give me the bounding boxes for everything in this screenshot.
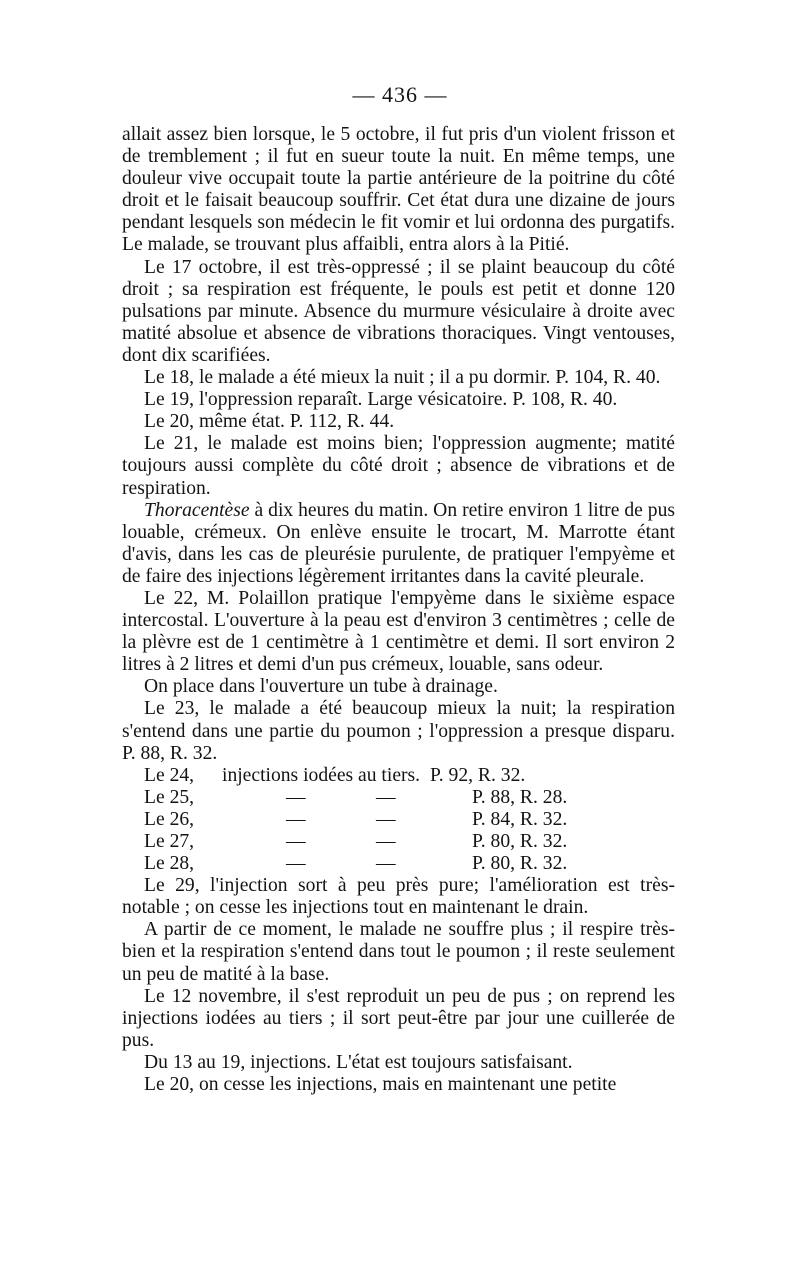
paragraph: allait assez bien lorsque, le 5 octobre, il fut pris d'un violent frisson et de tremblement ; il fut en sueur toute la nuit. En même temps, une douleur vive occupait toute la partie antérieure de la poitrine du côté droit et le faisait beaucoup souffrir. Cet état dura une dizaine de jours pendant lesquels son médecin le fit vomir et lui ordonna des purgatifs. Le malade, se trouvant plus affaibli, entra alors à la Pitié. — [122, 124, 675, 256]
paragraph: Le 19, l'oppression reparaît. Large vésicatoire. P. 108, R. 40. — [144, 389, 618, 411]
ditto-dash: — — [376, 786, 396, 808]
pulse-cell: P. 84, R. 32. — [472, 808, 568, 830]
day-cell: Le 24, — [144, 764, 195, 786]
paragraph: On place dans l'ouverture un tube à drainage. — [144, 676, 498, 698]
day-cell: Le 28, — [144, 853, 195, 875]
paragraph: Le 17 octobre, il est très-oppressé ; il se plaint beaucoup du côté droit ; sa respiration est fréquente, le pouls est petit et donne 120 pulsations par minute. Absence du murmure vésiculaire à droite avec matité absolue et absence de vibrations thoraciques. Vingt ventouses, dont dix scarifiées. — [122, 256, 675, 366]
paragraph: Le 22, M. Polaillon pratique l'empyème dans le sixième espace intercostal. L'ouverture à la peau est d'environ 3 centimètres ; celle de la plèvre est de 1 centimètre à 1 centimètre et demi. Il sort environ 2 litres à 2 litres et demi d'un pus crémeux, louable, sans odeur. — [122, 587, 675, 676]
injection-table — [122, 765, 675, 875]
paragraph: Du 13 au 19, injections. L'état est toujours satisfaisant. — [144, 1051, 573, 1073]
paragraph: Le 23, le malade a été beaucoup mieux la nuit; la respiration s'entend dans une partie du poumon ; l'oppression a presque disparu. P. 88, R. 32. — [122, 698, 675, 764]
pulse-cell: P. 80, R. 32. — [472, 831, 568, 852]
table-row — [122, 831, 675, 853]
ditto-dash: — — [376, 831, 396, 852]
ditto-dash: — — [286, 808, 306, 830]
table-row — [122, 809, 675, 831]
treatment-cell: injections iodées au tiers. — [222, 764, 421, 786]
table-row — [122, 787, 675, 809]
paragraph: Le 20, on cesse les injections, mais en maintenant une petite — [144, 1074, 617, 1096]
pulse-cell: P. 88, R. 28. — [472, 786, 568, 808]
paragraph-rest: à dix heures du matin. On retire environ 1 litre de pus louable, crémeux. On enlève ensuite le trocart, M. Marrotte étant d'avis, dans les cas de pleurésie purulente, de pratiquer l'empyème et de faire des injections légèrement irritantes dans la cavité pleurale. — [122, 499, 675, 587]
ditto-dash: — — [376, 853, 396, 875]
table-row — [122, 765, 675, 787]
paragraph — [122, 500, 675, 588]
paragraph: Le 18, le malade a été mieux la nuit ; il a pu dormir. P. 104, R. 40. — [144, 367, 661, 389]
pulse-cell: P. 92, R. 32. — [430, 764, 526, 786]
paragraph: Le 29, l'injection sort à peu près pure; l'amélioration est très-notable ; on cesse les injections tout en maintenant le drain. — [122, 875, 675, 919]
paragraph: Le 20, même état. P. 112, R. 44. — [144, 411, 395, 433]
italic-term: Thoracentèse — [144, 499, 250, 521]
day-cell: Le 26, — [144, 808, 195, 830]
table-row — [122, 853, 675, 875]
page-number: — 436 — — [352, 82, 448, 107]
paragraph: Le 12 novembre, il s'est reproduit un peu de pus ; on reprend les injections iodées au tiers ; il sort peut-être par jour une cuillerée de pus. — [122, 985, 675, 1051]
ditto-dash: — — [286, 853, 306, 875]
ditto-dash: — — [376, 808, 396, 830]
ditto-dash: — — [286, 831, 306, 852]
paragraph: Le 21, le malade est moins bien; l'oppression augmente; matité toujours aussi complète du côté droit ; absence de vibrations et de respiration. — [122, 433, 675, 499]
pulse-cell: P. 80, R. 32. — [472, 853, 568, 875]
body-text — [122, 124, 675, 1096]
day-cell: Le 27, — [144, 831, 195, 852]
ditto-dash: — — [286, 786, 306, 808]
paragraph: A partir de ce moment, le malade ne souffre plus ; il respire très-bien et la respiration s'entend dans tout le poumon ; il reste seulement un peu de matité à la base. — [122, 919, 675, 985]
day-cell: Le 25, — [144, 786, 195, 808]
